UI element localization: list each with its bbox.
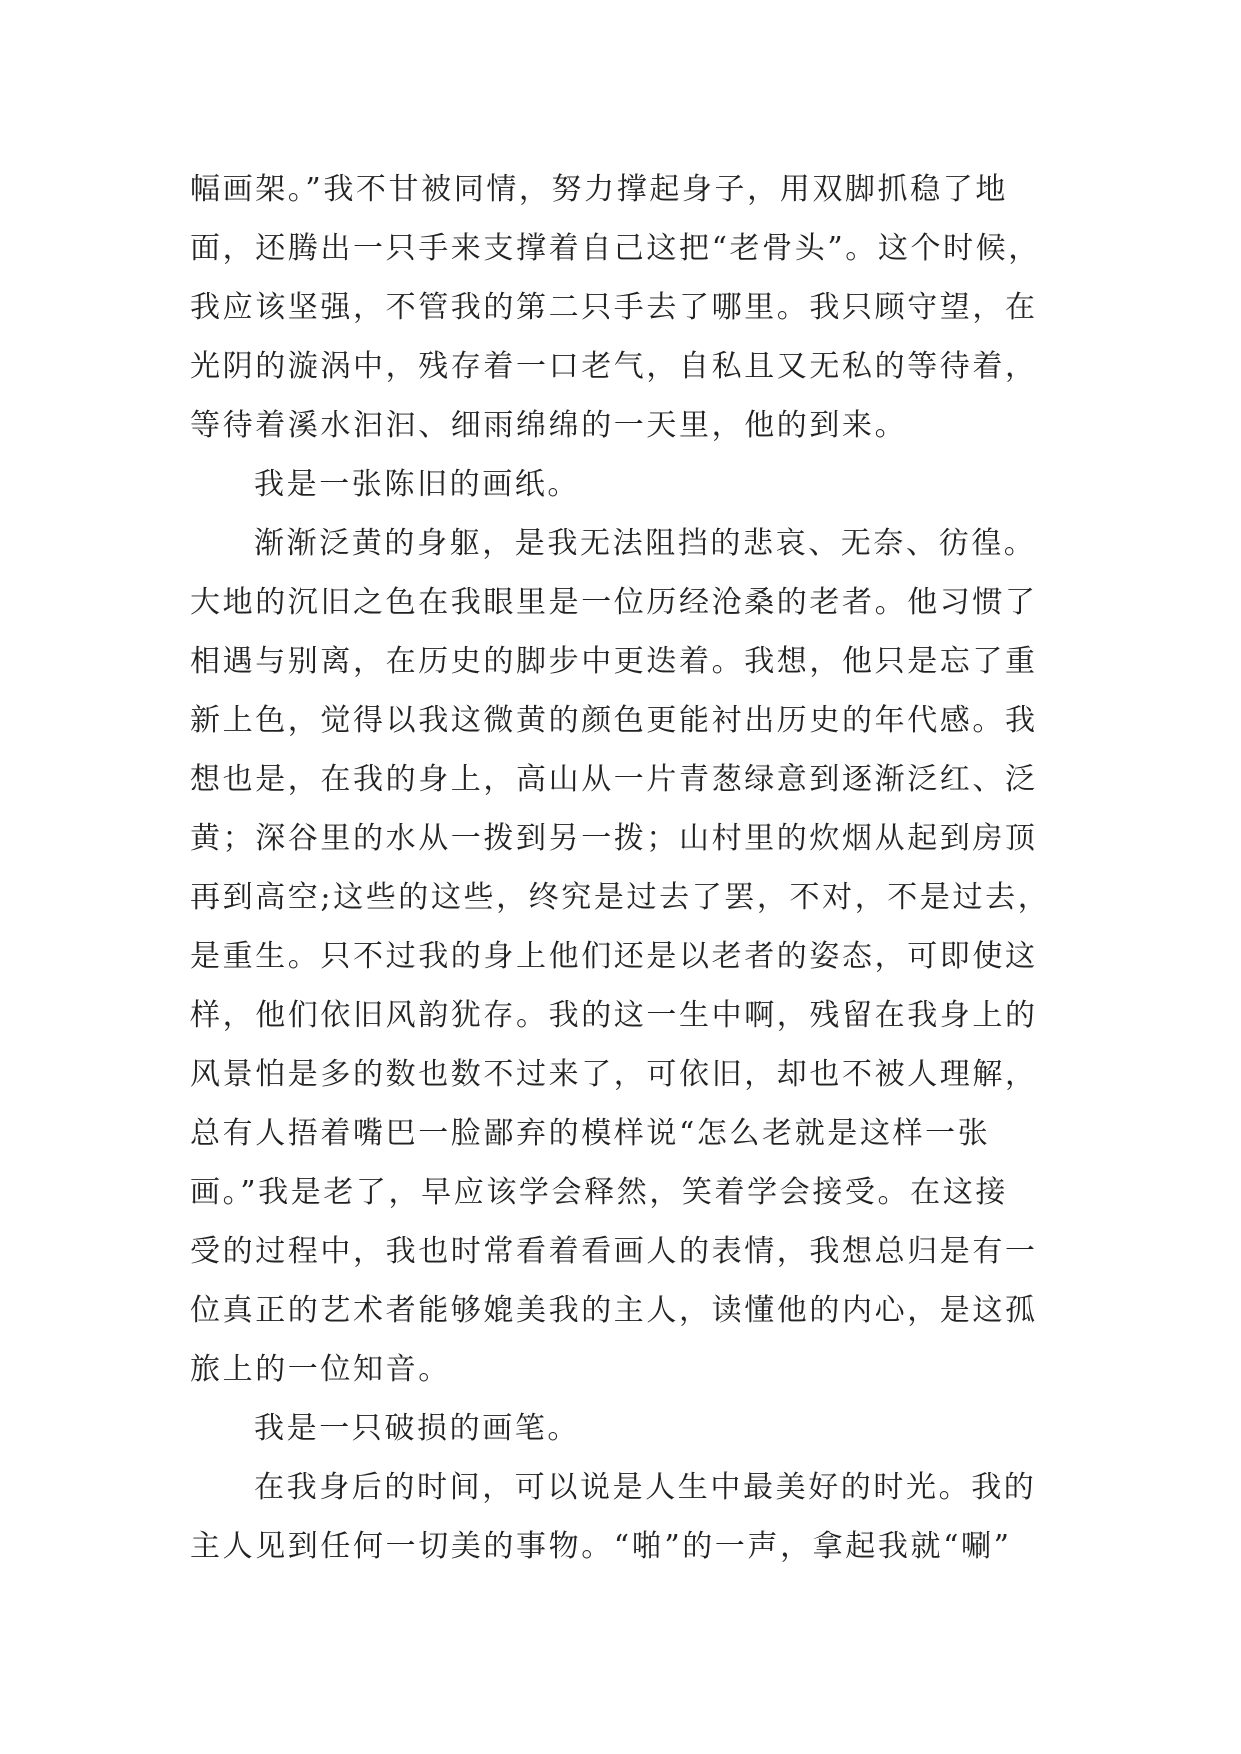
text-line: 样，他们依旧风韵犹存。我的这一生中啊，残留在我身上的	[190, 998, 1038, 1033]
text-line: 黄；深谷里的水从一拨到另一拨；山村里的炊烟从起到房顶	[190, 821, 1038, 856]
text-line: 大地的沉旧之色在我眼里是一位历经沧桑的老者。他习惯了	[190, 585, 1038, 620]
text-line: 位真正的艺术者能够媲美我的主人，读懂他的内心，是这孤	[190, 1293, 1038, 1328]
body-text	[190, 160, 1070, 1576]
text-line: 新上色，觉得以我这微黄的颜色更能衬出历史的年代感。我	[190, 703, 1038, 738]
text-line: 幅画架。”我不甘被同情，努力撑起身子，用双脚抓稳了地	[190, 172, 1008, 207]
text-line: 再到高空;这些的这些，终究是过去了罢，不对，不是过去，	[190, 880, 1051, 915]
text-line: 风景怕是多的数也数不过来了，可依旧，却也不被人理解，	[190, 1057, 1038, 1092]
text-line: 我是一只破损的画笔。	[254, 1411, 580, 1446]
text-line: 渐渐泛黄的身躯，是我无法阻挡的悲哀、无奈、彷徨。	[254, 526, 1037, 561]
text-line: 光阴的漩涡中，残存着一口老气，自私且又无私的等待着，	[190, 349, 1038, 384]
text-line: 相遇与别离，在历史的脚步中更迭着。我想，他只是忘了重	[190, 644, 1038, 679]
text-line: 我应该坚强，不管我的第二只手去了哪里。我只顾守望，在	[190, 290, 1038, 325]
text-line: 在我身后的时间，可以说是人生中最美好的时光。我的	[254, 1470, 1037, 1505]
text-line: 面，还腾出一只手来支撑着自己这把“老骨头”。这个时候，	[190, 231, 1041, 266]
text-line: 是重生。只不过我的身上他们还是以老者的姿态，可即使这	[190, 939, 1038, 974]
text-line: 受的过程中，我也时常看着看画人的表情，我想总归是有一	[190, 1234, 1038, 1269]
text-line: 主人见到任何一切美的事物。“啪”的一声，拿起我就“唰”	[190, 1529, 1012, 1564]
text-line: 总有人捂着嘴巴一脸鄙弃的模样说“怎么老就是这样一张	[190, 1116, 991, 1151]
text-line: 等待着溪水汩汩、细雨绵绵的一天里，他的到来。	[190, 408, 908, 443]
text-line: 我是一张陈旧的画纸。	[254, 467, 580, 502]
text-line: 想也是，在我的身上，高山从一片青葱绿意到逐渐泛红、泛	[190, 762, 1038, 797]
text-line: 画。”我是老了，早应该学会释然，笑着学会接受。在这接	[190, 1175, 1008, 1210]
text-line: 旅上的一位知音。	[190, 1352, 451, 1387]
